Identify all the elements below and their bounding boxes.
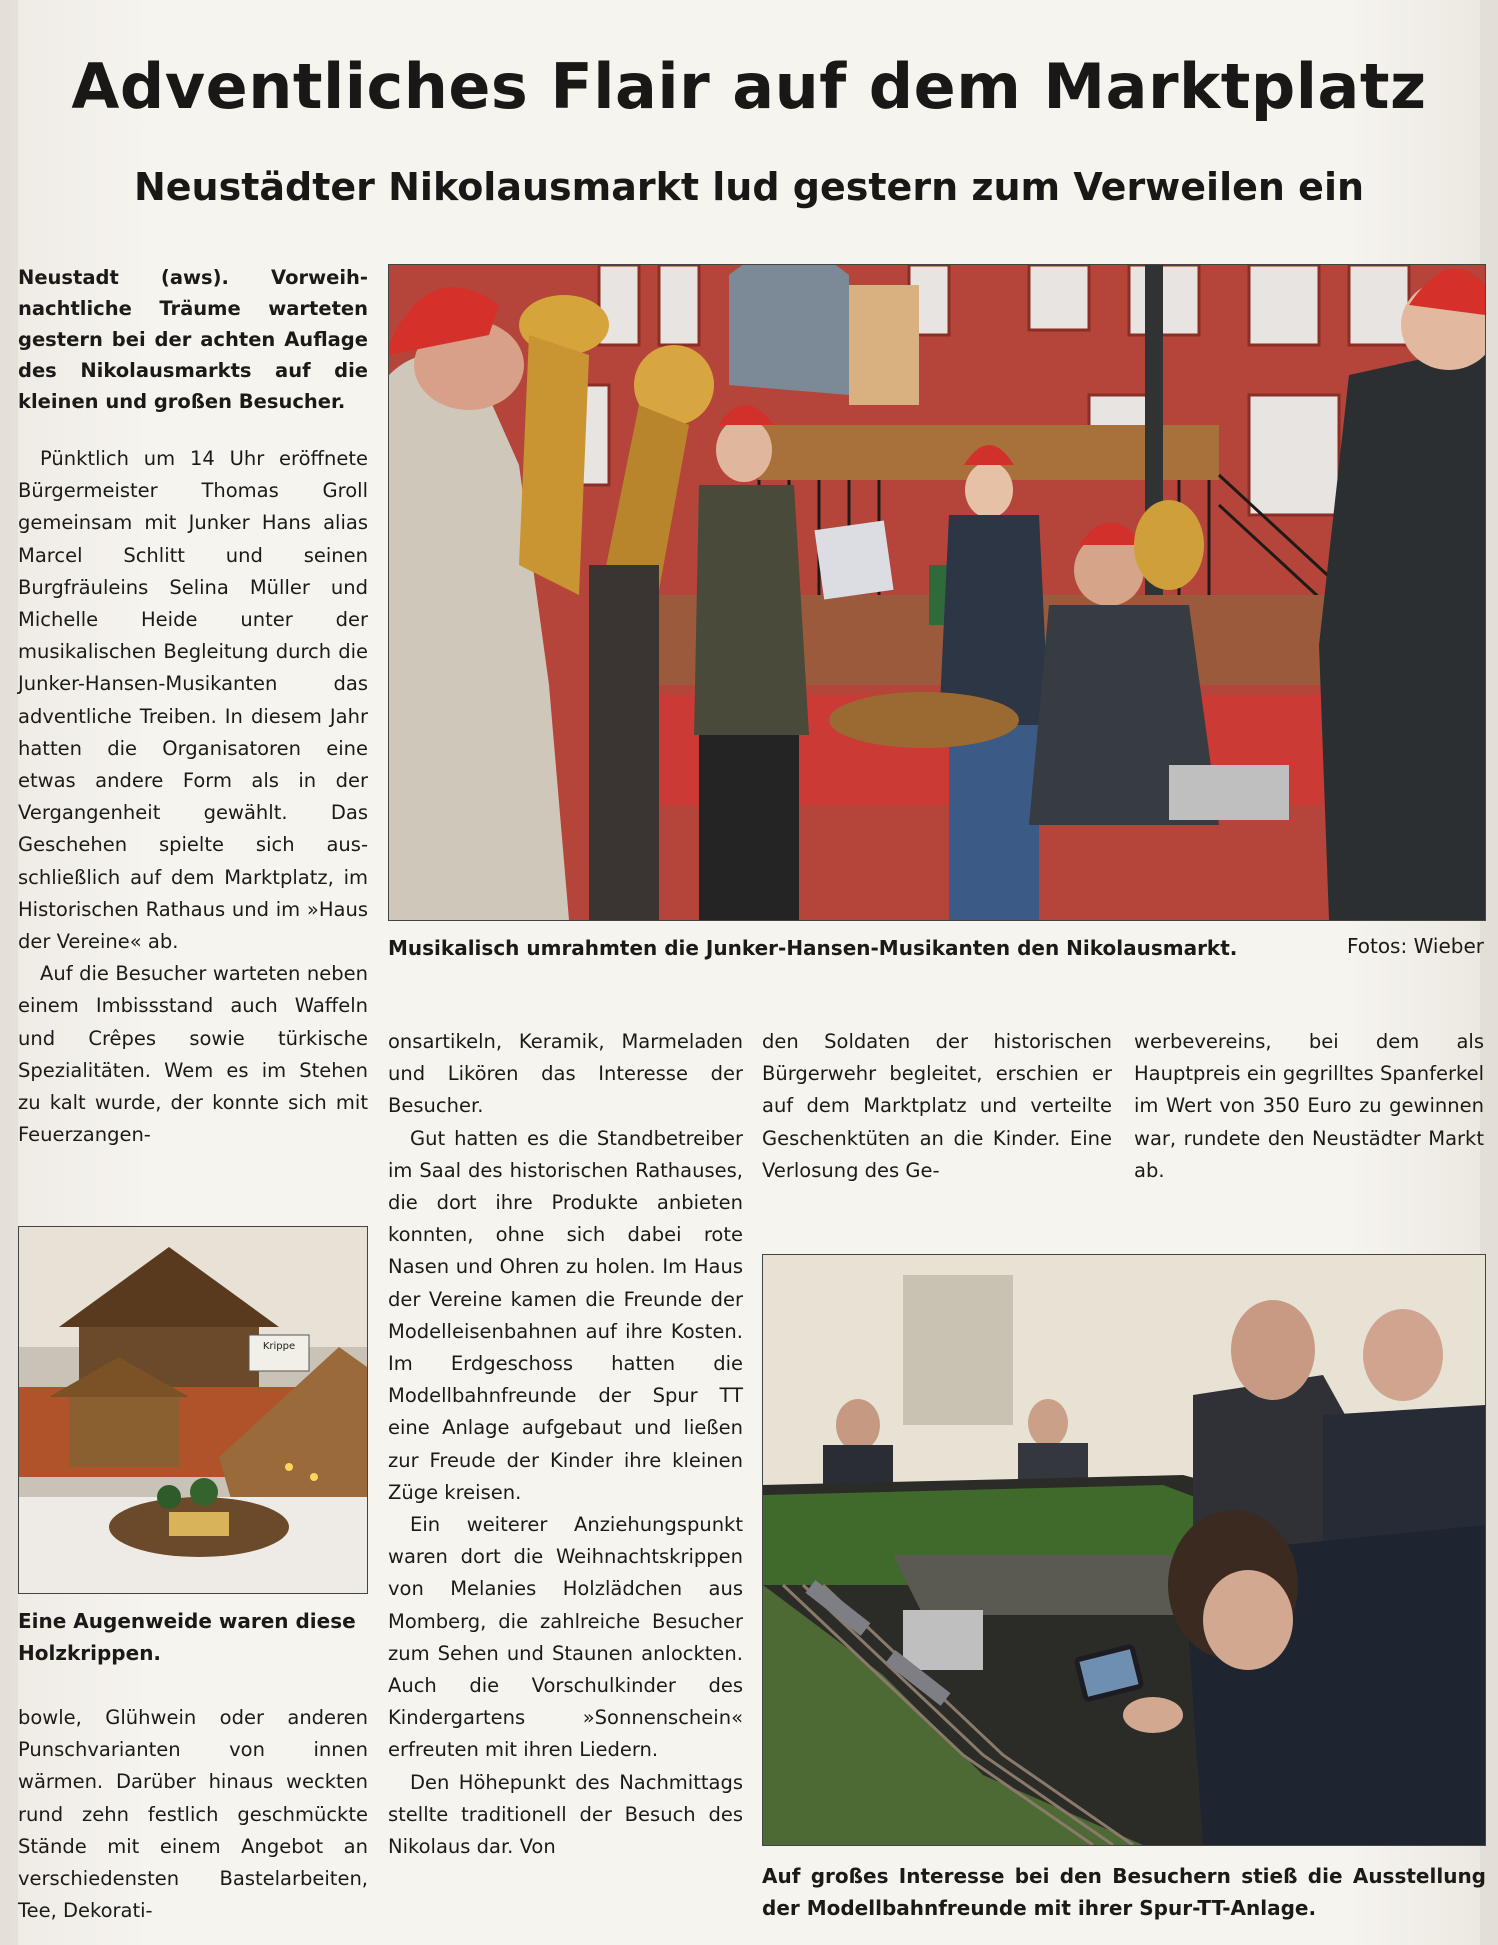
photo-wooden-cribs (18, 1226, 368, 1594)
article-column-3 (762, 1026, 1112, 1187)
article-column-4 (1134, 1026, 1484, 1187)
article-column-1-continued (18, 1702, 368, 1927)
photo-credit: Fotos: Wieber (1346, 934, 1484, 958)
body-paragraph: den Soldaten der historischen Bürgerwehr begleitet, erschien er auf dem Marktplatz und verteilte Geschenktüten an die Kinder. Eine Verlosung des Ge- (762, 1030, 1112, 1182)
main-photo-caption: Musikalisch umrahmten die Junker-Hansen-Musikanten den Nikolausmarkt. (388, 936, 1238, 960)
article-lead: Neustadt (aws). Vorweihnachtliche Träume warteten gestern bei der achten Auflage des Nikolausmarkts auf die kleinen und großen Besucher. (18, 266, 368, 413)
photo-musicians (388, 264, 1486, 921)
body-paragraph: Gut hatten es die Standbetreiber im Saal des historischen Rathauses, die dort ihre Produkte anbieten konnten, ohne sich dabei rote Nasen und Ohren zu holen. Im Haus der Vereine kamen die Freunde der Modelleisenbahnen auf ihre Kosten. Im Erdgeschoss hatten die Modellbahnfreunde der Spur TT eine Anlage aufgebaut und ließen zur Freude der Kinder ihre kleinen Züge kreisen. (388, 1126, 743, 1504)
crib-price-sign: Krippe (262, 1341, 296, 1352)
body-paragraph: bowle, Glühwein oder anderen Punschvarianten von innen wärmen. Darüber hinaus weckten rund zehn festlich geschmückte Stände mit einem Angebot an verschiedensten Bastelarbeiten, Tee, Dekorati- (18, 1706, 368, 1923)
photo-model-railway (762, 1254, 1486, 1846)
body-paragraph: Den Höhepunkt des Nachmittags stellte traditionell der Besuch des Nikolaus dar. Von (388, 1770, 743, 1859)
body-paragraph: Auf die Besucher warteten neben einem Imbissstand auch Waffeln und Crêpes sowie türkische Spezialitäten. Wem es im Stehen zu kalt wurde, der konnte sich mit Feuerzangen- (18, 962, 368, 1147)
neighbour-column-left (0, 0, 18, 1945)
body-paragraph: Pünktlich um 14 Uhr eröffnete Bürgermeister Thomas Groll gemeinsam mit Junker Hans alias Marcel Schlitt und seinen Burgfräuleins Selina Müller und Michelle Heide unter der musikalischen Begleitung durch die Junker-Hansen-Musikanten das adventliche Treiben. In diesem Jahr hatten die Organisatoren eine etwas andere Form als in der Vergangenheit gewählt. Das Geschehen spielte sich ausschließlich auf dem Marktplatz, im Historischen Rathaus und im »Haus der Vereine« ab. (18, 447, 368, 954)
article-headline: Adventliches Flair auf dem Marktplatz (71, 50, 1427, 123)
crib-photo-caption: Eine Augenweide waren diese Holzkrippen. (18, 1609, 356, 1665)
train-photo-caption: Auf großes Interesse bei den Besuchern stieß die Ausstellung der Modellbahnfreunde mit ihrer Spur-TT-Anlage. (762, 1864, 1486, 1920)
body-paragraph: onsartikeln, Keramik, Marmeladen und Likören das Interesse der Besucher. (388, 1030, 743, 1118)
body-paragraph: werbevereins, bei dem als Hauptpreis ein gegrilltes Spanferkel im Wert von 350 Euro zu gewinnen war, rundete den Neustädter Markt ab. (1134, 1030, 1484, 1182)
article-column-1 (18, 262, 368, 1151)
article-subheadline: Neustädter Nikolausmarkt lud gestern zum Verweilen ein (133, 165, 1365, 209)
body-paragraph: Ein weiterer Anziehungspunkt waren dort die Weihnachtskrippen von Melanies Holzlädchen aus Momberg, die zahlreiche Besucher zum Sehen und Staunen anlockten. Auch die Vorschulkinder des Kindergartens »Sonnenschein« erfreuten mit ihren Liedern. (388, 1513, 743, 1762)
article-column-2 (388, 1026, 743, 1863)
